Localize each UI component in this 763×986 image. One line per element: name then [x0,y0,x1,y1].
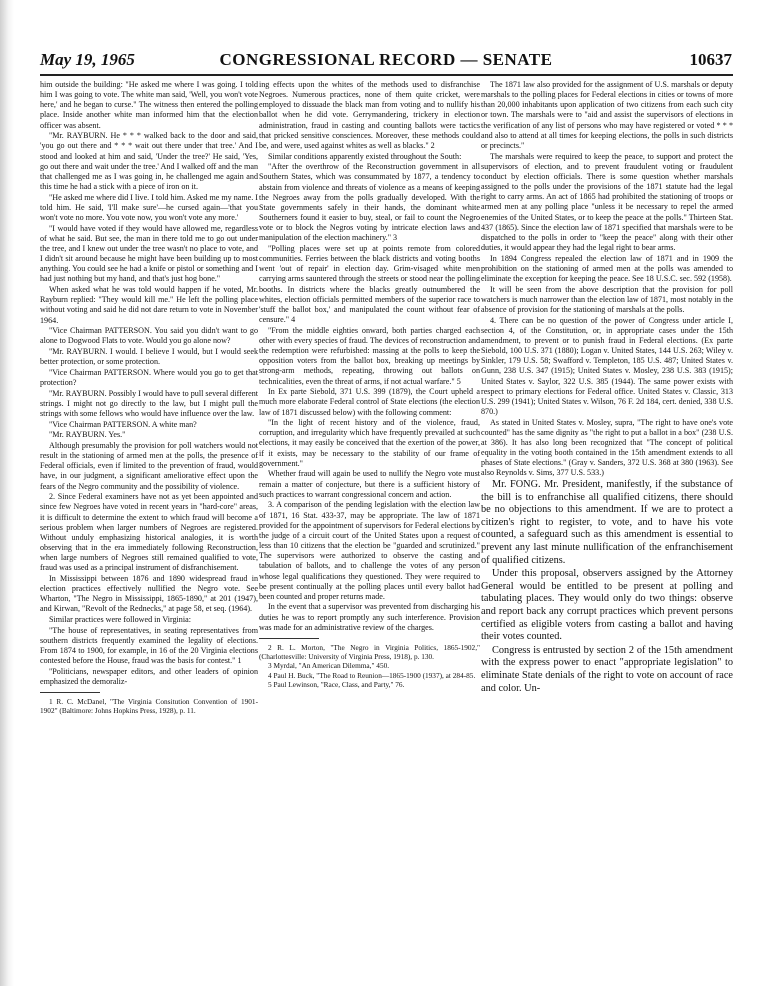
paragraph: "Mr. RAYBURN. I would. I believe I would, but I would seek better protection, or some protection. [40,347,258,367]
column-1 [40,80,258,978]
footnote: 3 Myrdal, "An American Dilemma," 450. [268,661,390,671]
paragraph: 3. A comparison of the pending legislation with the election law of 1871, 16 Stat. 433-37, may be appropriate. The law of 1871 provided for the appointment of supervisors for Federal elections by the judge of a circuit court of the United States upon a request of less than 10 citizens that the election be "guarded and scrutinized." The supervisors were authorized to observe the casting and tabulation of ballots, and to challenge the votes of any person whose legal qualifications they questioned. They were required to be present continually at the polling places until every ballot had been counted and proper returns made. [259,500,480,601]
footnote-rule [40,692,100,693]
paragraph: "From the middle eighties onward, both parties charged each other with every species of fraud. The devices of reconstruction and the redemption were refurbished: massing at the polls to keep the opposition voters from the ballot box, breaking up meetings by strong-arm methods, repeating, throwing out ballots on technicalities, even the threat of arms, if not actual warfare." 5 [259,325,480,386]
paragraph: The marshals were required to keep the peace, to support and protect the supervisors of election, and to prevent fraudulent voting or fraudulent conduct by election officials. There is some question whether marshals assigned to the polls under the provisions of the 1871 statute had the legal right to carry arms. An act of 1865 had prohibited the stationing of troops or armed men at any polling place "unless it be necessary to repel the armed enemies of the United States, or to keep the peace at the polls." Thirteen Stat. 437 (1865). Since the election law of 1871 specified that marshals were to be dispatched to the polls in order to "keep the peace" along with their other duties, it would appear they had the legal right to bear arms. [481,151,733,252]
paragraph: ing effects upon the whites of the methods used to disfranchise Negroes. Numerous practices, none of them quite cricket, were employed to dissuade the black man from voting and to nullify his ballot when he did vote. Gerrymandering, trickery in election administration, fraud in casting and counting ballots were tactics that pricked sensitive consciences. Moreover, these methods could be, and were, used against whites as well as blacks." 2 [259,80,480,150]
paragraph: Whether fraud will again be used to nullify the Negro vote must remain a matter of conjecture, but there is a sufficient history of such practices to warrant congressional concern and action. [259,469,480,499]
binding-edge [0,0,14,986]
paragraph: The 1871 law also provided for the assignment of U.S. marshals or deputy marshals to the polling places for Federal elections in cities or towns of more than 20,000 inhabitants upon application of two citizens from each such city or town. The marshals were to "aid and assist the supervisors of elections in the verification of any list of persons who may have registered or voted * * * and also to attend at all times for keeping elections, the polls in such districts or precincts." [481,80,733,150]
paragraph: "Politicians, newspaper editors, and other leaders of opinion emphasized the demoraliz- [40,666,258,687]
paragraph: "In the light of recent history and of the violence, fraud, corruption, and irregularity which have frequently prevailed at such elections, it may easily be conceived that the exertion of the power, if it exists, may be necessary to the stability of our frame of government." [259,418,480,468]
footnote: 5 Paul Lewinson, "Race, Class, and Party," 76. [268,680,405,690]
paragraph: "Vice Chairman PATTERSON. You said you didn't want to go alone to Dogwood Flats to vote. Would you go alone now? [40,326,258,346]
header-rule [40,74,733,76]
header-date: May 19, 1965 [40,50,135,69]
paragraph: In Ex parte Siebold, 371 U.S. 399 (1879), the Court upheld a much more elaborate Federal control of State elections (the election law of 1871 discussed below) with the following comment: [259,387,480,417]
paragraph: As stated in United States v. Mosley, supra, "The right to have one's vote counted" has the same dignity as "the right to put a ballot in a box" (238 U.S. at 386). It has also long been recognized that "The concept of political equality in the voting booth contained in the 15th amendment extends to all phases of State elections." (Gray v. Sanders, 372 U.S. 368 at 380 (1963). See also Reynolds v. Sims, 377 U.S. 533.) [481,417,733,478]
paragraph: "Mr. RAYBURN. He * * * walked back to the door and said, 'you go out there and * * * wait out there under that tree.' And I stood and looked at him and said, 'Under the tree?' He said, 'Yes, go out there and wait under the tree.' And I walked off and the man that challenged me as I was going in, he challenged me again and this time he had a stick with a piece of iron on it. [40,131,258,192]
paragraph: 2. Since Federal examiners have not as yet been appointed and since few Negroes have voted in recent years in "hard-core" areas, it is difficult to determine the extent to which fraud will become a serious problem when larger numbers of Negroes are registered. Without unduly emphasizing historical analogies, it is worth observing that in the era immediately following Reconstruction, when large numbers of Negroes still remained qualified to vote, fraud was used as a principal instrument of disfranchisement. [40,492,258,573]
header-title: CONGRESSIONAL RECORD — SENATE [219,50,553,69]
paragraph: "I would have voted if they would have allowed me, regardless of what he said. But see, the man in there told me to go out under the tree, and I knew out under the tree wasn't no place to vote, and I didn't sit around because he might have been building up to most anything. You could see he had a knife or pistol or something and I had just nothing but my hand, and that's just hog bone." [40,223,258,284]
speech-paragraph: Mr. FONG. Mr. President, manifestly, if the substance of the bill is to enfranchise all qualified citizens, there should be no objections to this amendment. If we are to protect a citizen's right to register, to vote, and to have his vote counted, a safeguard such as this amendment is essential to prevent any last minute nullification of the enfranchisement of qualified citizens. [481,479,733,566]
header-page-number: 10637 [689,50,732,69]
paragraph: In Mississippi between 1876 and 1890 widespread fraud in election practices effectively nullified the Negro vote. See Wharton, "The Negro in Mississippi, 1865-1890," at 201 (1947), and Kirwan, "Revolt of the Rednecks," at page 58, et seq. (1964). [40,574,258,614]
paragraph: "Vice Chairman PATTERSON. A white man? [49,419,197,429]
paragraph: "After the overthrow of the Reconstruction government in all Southern States, which was consummated by 1877, a tendency to abstain from violence and threats of violence as a means of keeping the Negroes away from the polls gradually developed. With the State governments safely in their hands, the dominant white Southerners found it easier to buy, steal, or fail to count the Negro vote or to block the Negros voting by intricate election laws and manipulation of the election machinery." 3 [259,162,480,243]
paragraph: "He asked me where did I live. I told him. Asked me my name. I told him. He said, 'I'll make sure'—he cursed again—'that you won't vote no more. You vote now, you won't vote any more.' [40,192,258,223]
paragraph: him outside the building: "He asked me where I was going. I told him I was going to vote. The white man said, 'Well, you won't vote here,' and he began to curse." The witness then entered the polling place. Inside another white man informed him that the election officer was absent. [40,80,258,130]
column-3 [481,80,733,978]
paragraph: Similar conditions apparently existed throughout the South: [268,151,462,161]
paragraph: "Polling places were set up at points remote from colored communities. Ferries between the black districts and voting booths went 'out of repair' in election day. Grim-visaged white men carrying arms sauntered through the streets or stood near the polling booths. In districts where the blacks greatly outnumbered the whites, election officials permitted members of the superior race to 'stuff the ballot box,' and manipulated the count without fear of censure." 4 [259,244,480,325]
paragraph: Although presumably the provision for poll watchers would not result in the stationing of armed men at the polls, the presence of Federal officials, even if limited to the prevention of fraud, would have, in our judgment, a significant ameliorative effect upon the fears of the Negro community and the possibility of violence. [40,440,258,491]
footnote: 2 R. L. Morton, "The Negro in Virginia Politics, 1865-1902," (Charlottesville: University of Virginia Press, 1918), p. 130. [259,642,480,661]
paragraph: When asked what he was told would happen if he voted, Mr. Rayburn replied: "They would kill me." He left the polling place without voting and said he did not dare return to vote in November 1964. [40,285,258,325]
paragraph: "Mr. RAYBURN. Yes." [49,430,126,440]
paragraph: "The house of representatives, in seating representatives from southern districts frequently examined the legality of elections. From 1874 to 1900, for example, in 16 of the 20 Virginia elections contested before the House, fraud was the basis for contest." 1 [40,625,258,666]
speech-paragraph: Congress is entrusted by section 2 of the 15th amendment with the express power to enact "appropriate legislation" to eliminate State denials of the right to vote on account of race and color. Un- [481,644,733,694]
paragraph: 4. There can be no question of the power of Congress under article I, section 4, of the Constitution, or, in appropriate cases under the 15th amendment, to prevent or to punish fraud in Federal elections. (Ex parte Siebold, 100 U.S. 371 (1880); Logan v. United States, 144 U.S. 263; Wiley v. Sinkler, 179 U.S. 58; Swafford v. Templeton, 185 U.S. 487; United States v. Gunn, 238 U.S. 347 (1915); United States v. Mosley, 238 U.S. 383 (1915); United States v. Saylor, 322 U.S. 385 (1944). The same power exists with respect to primary elections for Federal office. United States v. Classic, 313 U.S. 299 (1941); United States v. Wilson, 76 F. 2d 184, cert. denied, 338 U.S. 870.) [481,315,733,416]
paragraph: In 1894 Congress repealed the election law of 1871 and in 1909 the prohibition on the stationing of armed men at the polls was amended to eliminate the exception for keeping the peace. See 18 U.S.C. sec. 592 (1958). [481,253,733,283]
paragraph: It will be seen from the above description that the provision for poll watchers is much narrower than the election law of 1871, most notably in the absence of provision for the stationing of marshals at the polls. [481,284,733,314]
footnote: 4 Paul H. Buck, "The Road to Reunion—1865-1900 (1937), at 284-85. [268,670,476,680]
column-2 [259,80,480,978]
paragraph: Similar practices were followed in Virginia: [49,615,191,625]
paragraph: "Vice Chairman PATTERSON. Where would you go to get that protection? [40,367,258,388]
paragraph: "Mr. RAYBURN. Possibly I would have to pull several different strings. I might not go directly to the law, but I might pull the strings with some fellows who would have influence over the law. [40,388,258,418]
footnote: 1 R. C. McDanel, "The Virginia Consitution Convention of 1901-1902" (Baltimore: Johns Hopkins Press, 1928), p. 11. [40,697,258,716]
page-header [40,50,732,72]
paragraph: In the event that a supervisor was prevented from discharging his duties he was to report promptly any such interference. Provision was made for an administrative review of the charges. [259,602,480,632]
speech-paragraph: Under this proposal, observers assigned by the Attorney General would be entitled to be present at polling and tabulating places. They would only do two things: observe and report back any corrupt practices which prevent persons certified as eligible voters from casting a ballot and having their votes counted. [481,568,733,643]
footnote-rule [259,638,319,639]
